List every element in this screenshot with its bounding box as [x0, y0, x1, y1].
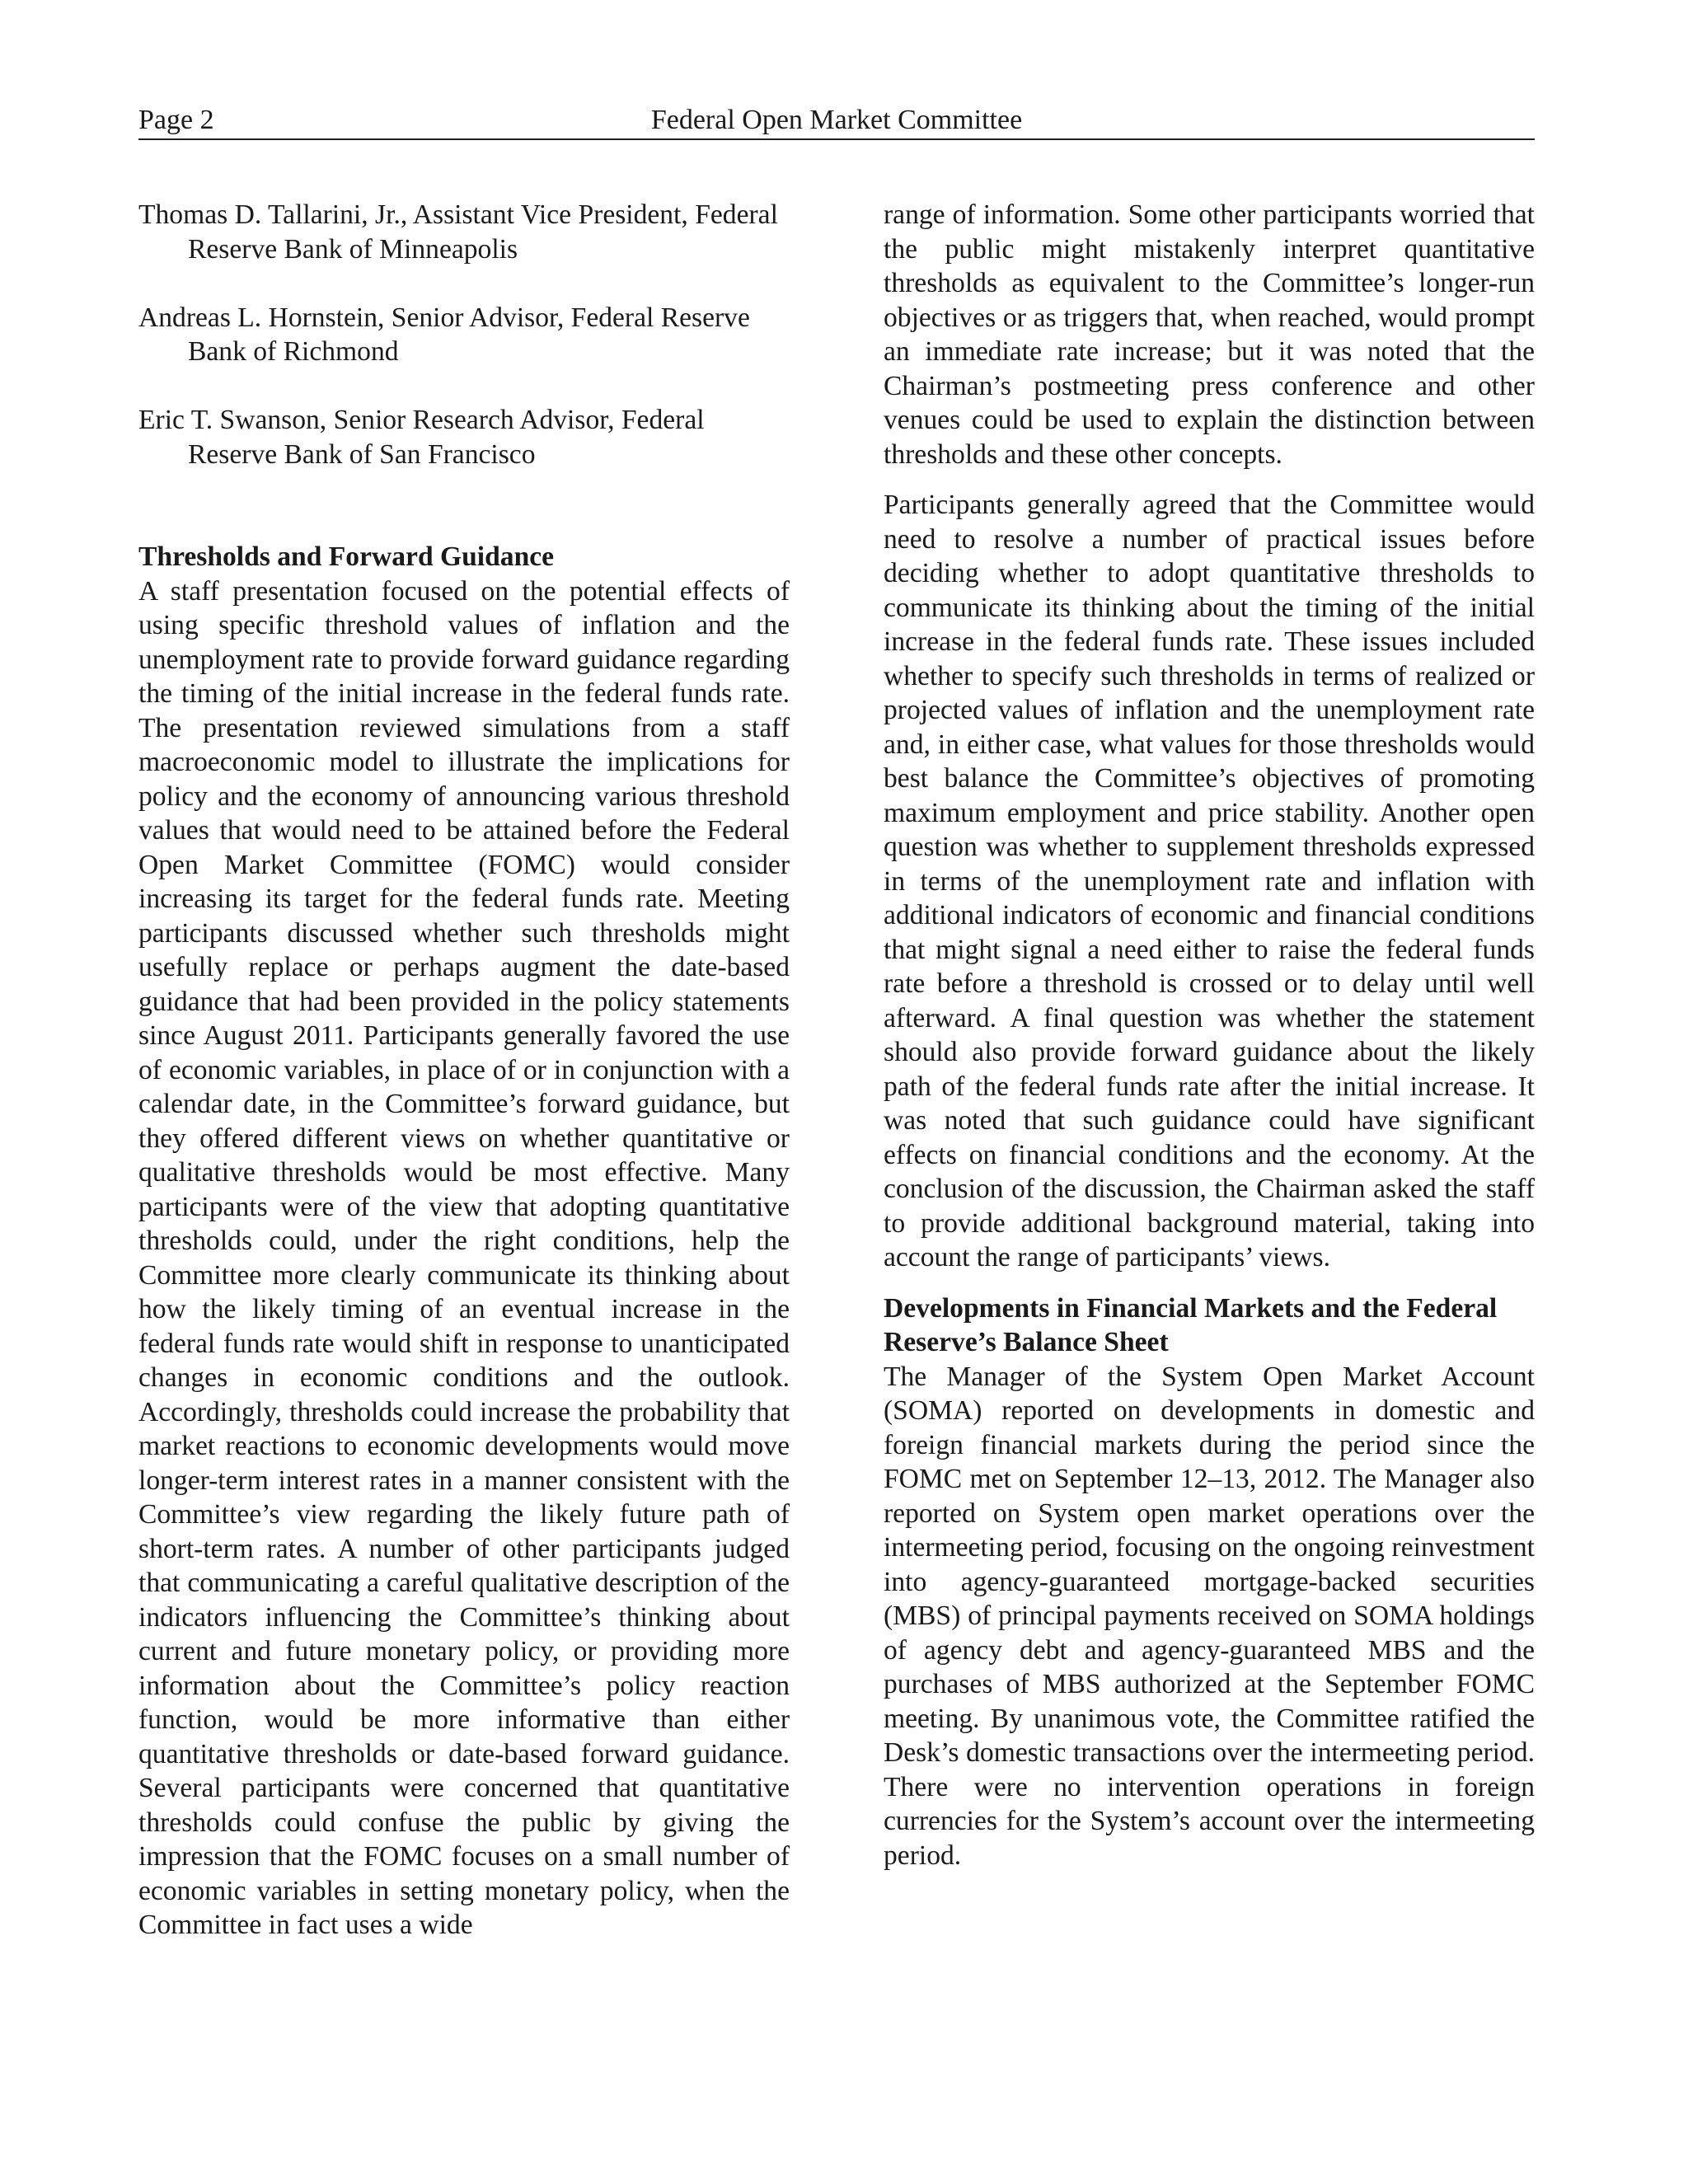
- attendee-entry: Thomas D. Tallarini, Jr., Assistant Vice President, Federal Reserve Bank of Minneapolis: [138, 199, 778, 265]
- section-heading-financial-markets: Developments in Financial Markets and the Federal Reserve’s Balance Sheet: [884, 1292, 1498, 1357]
- page-number: Page 2: [138, 105, 214, 135]
- section-heading-thresholds: Thresholds and Forward Guidance: [138, 541, 555, 572]
- body-paragraph: A staff presentation focused on the potential effects of using specific threshold values of inflation and the unemployment rate to provide forward guidance regarding the timing of the initial increase in the federal funds rate. The presentation reviewed simulations from a staff macroeconomic model to illustrate the implications for policy and the economy of announcing various threshold values that would need to be attained before the Federal Open Market Committee (FOMC) would consider increasing its target for the federal funds rate. Meeting participants discussed whether such thresholds might usefully replace or perhaps augment the date-based guidance that had been provided in the policy statements since August 2011. Participants generally favored the use of economic variables, in place of or in conjunction with a calendar date, in the Committee’s forward guidance, but they offered different views on whether quantitative or qualitative thresholds would be most effective. Many participants were of the view that adopting quantitative thresholds could, under the right conditions, help the Committee more clearly communicate its thinking about how the likely timing of an eventual increase in the federal funds rate would shift in response to unanticipated changes in economic conditions and the outlook. Accordingly, thresholds could increase the probability that market reactions to economic developments would move longer-term interest rates in a manner consistent with the Committee’s view regarding the likely future path of short-term rates. A number of other participants judged that communicating a careful qualitative description of the indicators influencing the Committee’s thinking about current and future monetary policy, or providing more information about the Committee’s policy reaction function, would be more informative than either quantitative thresholds or date-based forward guidance. Several participants were concerned that quantitative thresholds could confuse the public by giving the impression that the FOMC focuses on a small number of economic variables in setting monetary policy, when the Committee in fact uses a wide: [138, 575, 790, 1940]
- attendee-entry: Andreas L. Hornstein, Senior Advisor, Federal Reserve Bank of Richmond: [138, 302, 750, 367]
- body-paragraph-continued: range of information. Some other participants worried that the public might mistakenly interpret quantitative thresholds as equivalent to the Committee’s longer-run objectives or as triggers that, when reached, would prompt an immediate rate increase; but it was noted that the Chairman’s postmeeting press conference and other venues could be used to explain the distinction between thresholds and these other concepts.: [884, 199, 1535, 470]
- page-header: [138, 105, 1535, 140]
- running-title: Federal Open Market Committee: [650, 105, 1023, 135]
- body-paragraph: Participants generally agreed that the Committee would need to resolve a number of practical issues before deciding whether to adopt quantitative thresholds to communicate its thinking about the timing of the initial increase in the federal funds rate. These issues included whether to specify such thresholds in terms of realized or projected values of inflation and the unemployment rate and, in either case, what values for those thresholds would best balance the Committee’s objectives of promoting maximum employment and price stability. Another open question was whether to supplement thresholds expressed in terms of the unemployment rate and inflation with additional indicators of economic and financial conditions that might signal a need either to raise the federal funds rate before a threshold is crossed or to delay until well afterward. A final question was whether the statement should also provide forward guidance about the likely path of the federal funds rate after the initial increase. It was noted that such guidance could have significant effects on financial conditions and the economy. At the conclusion of the discussion, the Chairman asked the staff to provide additional background material, taking into account the range of participants’ views.: [884, 490, 1535, 1272]
- right-column: [884, 198, 1535, 1872]
- body-paragraph: The Manager of the System Open Market Account (SOMA) reported on developments in domestic and foreign financial markets during the period since the FOMC met on September 12–13, 2012. The Manager also reported on System open market operations over the intermeeting period, focusing on the ongoing reinvestment into agency-guaranteed mortgage-backed securities (MBS) of principal payments received on SOMA holdings of agency debt and agency-guaranteed MBS and the purchases of MBS authorized at the September FOMC meeting. By unanimous vote, the Committee ratified the Desk’s domestic transactions over the intermeeting period. There were no intervention operations in foreign currencies for the System’s account over the intermeeting period.: [884, 1361, 1535, 1871]
- left-column: [138, 198, 790, 1943]
- attendee-entry: Eric T. Swanson, Senior Research Advisor, Federal Reserve Bank of San Francisco: [138, 405, 705, 470]
